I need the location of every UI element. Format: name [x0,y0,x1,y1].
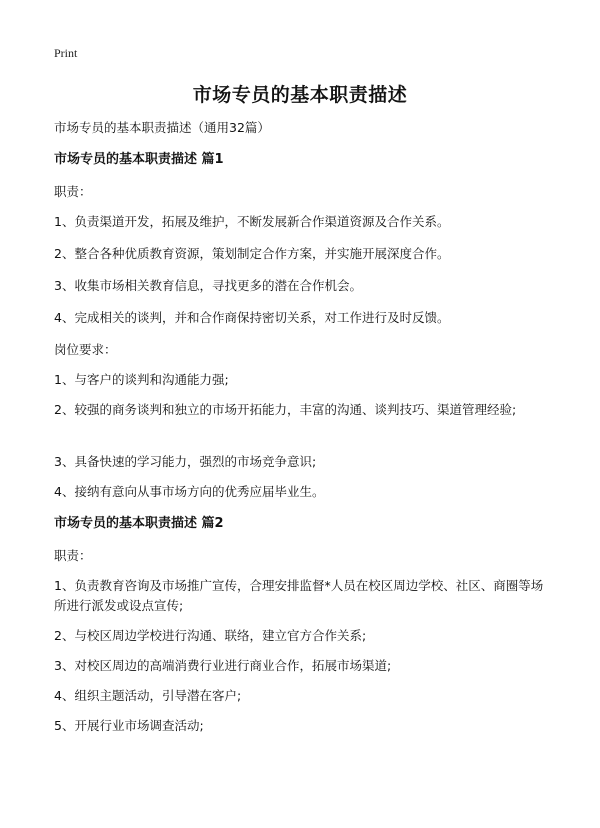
duty-item: 5、开展行业市场调查活动; [54,718,204,733]
section-heading-1: 市场专员的基本职责描述 篇1 [54,152,224,167]
document-subtitle: 市场专员的基本职责描述（通用32篇） [54,120,270,135]
requirement-item: 1、与客户的谈判和沟通能力强; [54,372,229,387]
duty-item: 2、整合各种优质教育资源，策划制定合作方案，并实施开展深度合作。 [54,246,450,261]
duty-item: 3、对校区周边的高端消费行业进行商业合作，拓展市场渠道; [54,658,392,673]
section-heading-2: 市场专员的基本职责描述 篇2 [54,516,224,531]
requirement-item: 3、具备快速的学习能力，强烈的市场竞争意识; [54,454,317,469]
duty-item: 2、与校区周边学校进行沟通、联络，建立官方合作关系; [54,628,367,643]
duty-item: 1、负责教育咨询及市场推广宣传，合理安排监督*人员在校区周边学校、社区、商圈等场所进行派发或设点宣传; [54,578,544,613]
duty-item: 4、组织主题活动，引导潜在客户; [54,688,242,703]
print-label: Print [54,46,78,60]
duties-label-2: 职责： [54,548,92,563]
requirement-item: 2、较强的商务谈判和独立的市场开拓能力，丰富的沟通、谈判技巧、渠道管理经验; [54,402,517,417]
duties-label-1: 职责： [54,184,92,199]
requirements-label-1: 岗位要求： [54,342,117,357]
duty-item: 3、收集市场相关教育信息，寻找更多的潜在合作机会。 [54,278,362,293]
duty-item: 1、负责渠道开发，拓展及维护，不断发展新合作渠道资源及合作关系。 [54,214,450,229]
requirement-item: 4、接纳有意向从事市场方向的优秀应届毕业生。 [54,484,325,499]
page-title: 市场专员的基本职责描述 [192,84,408,106]
duty-item: 4、完成相关的谈判，并和合作商保持密切关系，对工作进行及时反馈。 [54,310,450,325]
